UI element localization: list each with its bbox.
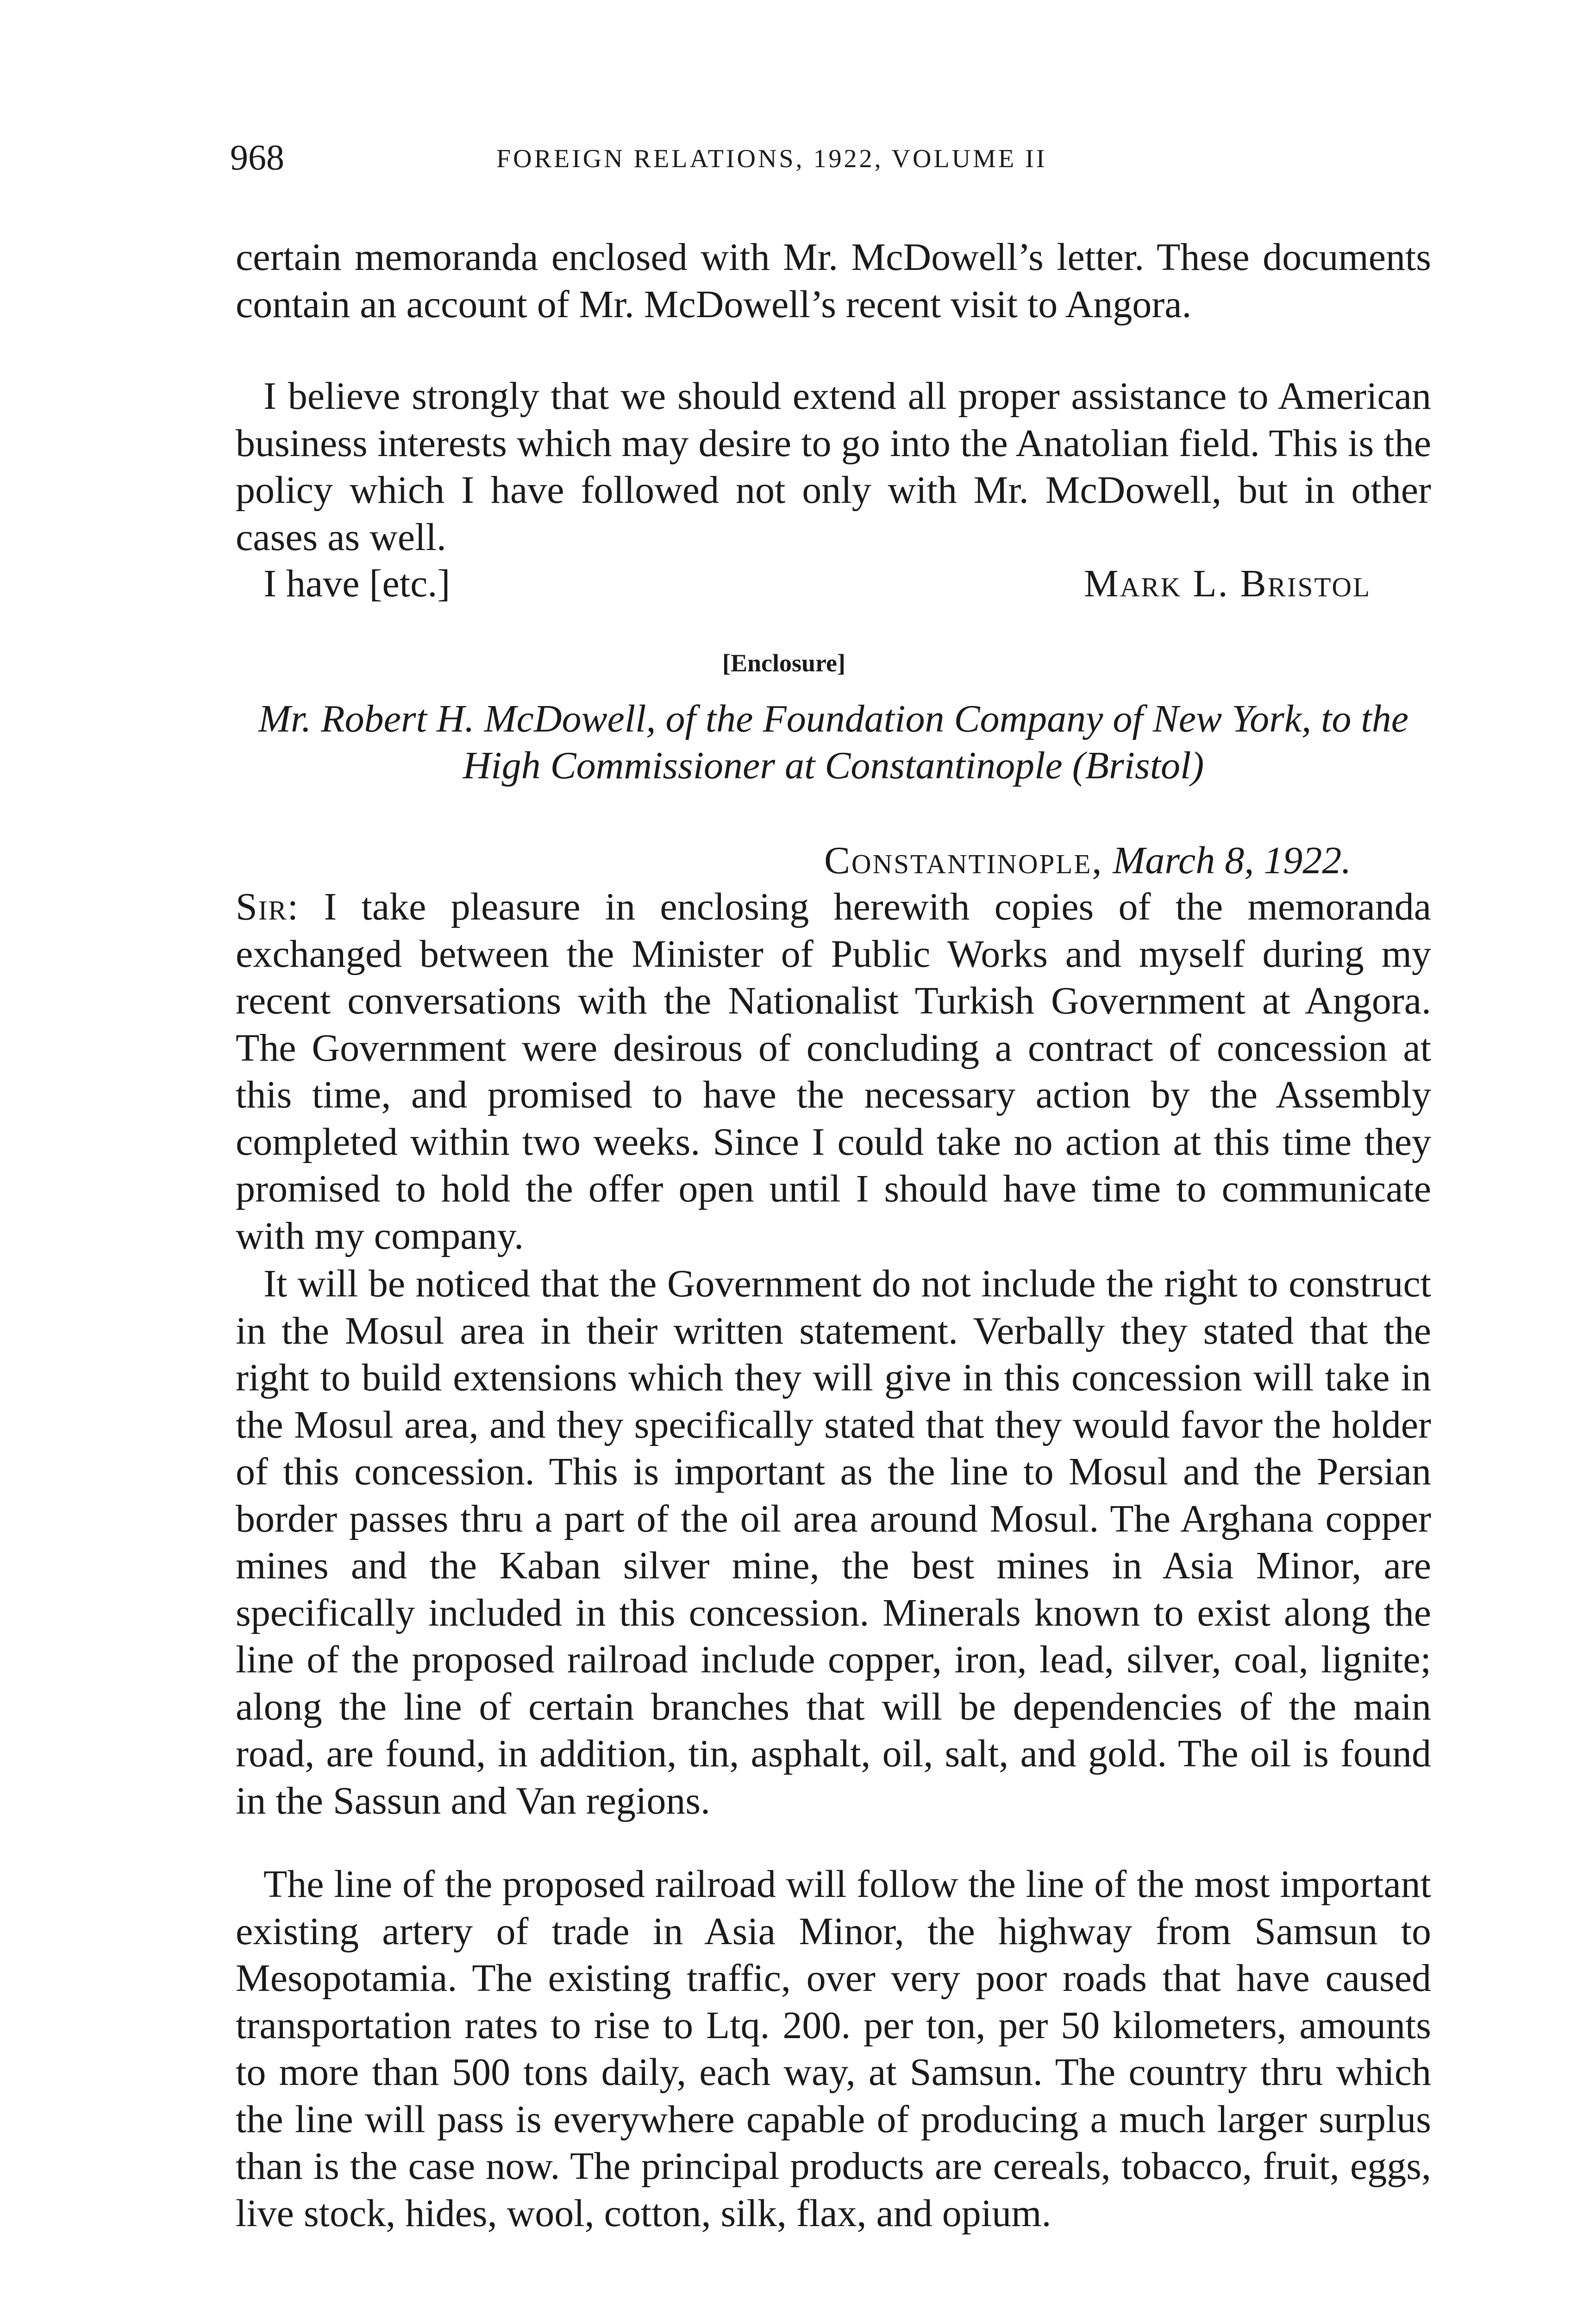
dateline-place: Constantinople, bbox=[824, 839, 1103, 882]
enclosure-paragraph-3 bbox=[236, 1861, 1431, 2237]
enclosure-paragraph-1-text: I take pleasure in enclosing herewith copies of the memoranda exchanged between the Minister of Public Works and myself during my recent conversations with the Nationalist Turkish Government at Angora. The Government were desirous of concluding a contract of concession at this time, and promised to have the necessary action by the Assembly completed within two weeks. Since I could take no action at this time they promised to hold the offer open until I should have time to communicate with my company. bbox=[236, 885, 1432, 1258]
dateline-date: March 8, 1922. bbox=[1113, 839, 1352, 882]
enclosure-title: Mr. Robert H. McDowell, of the Foundation Company of New York, to the High Commissioner at Constantinople (Bristol) bbox=[258, 697, 1409, 787]
enclosure-paragraph-1 bbox=[236, 883, 1431, 1259]
enclosure-label: [Enclosure] bbox=[722, 649, 845, 677]
dateline bbox=[824, 837, 1351, 884]
page-number: 968 bbox=[230, 137, 284, 177]
letter-paragraph-1 bbox=[236, 234, 1431, 328]
letter-paragraph-2-text: I believe strongly that we should extend all proper assistance to American business interests which may desire to go into the Anatolian field. This is the policy which I have followed not only with Mr. McDowell, but in other cases as well. bbox=[236, 375, 1431, 559]
enclosure-paragraph-2 bbox=[236, 1260, 1431, 1824]
page-header bbox=[230, 132, 1434, 183]
salutation: Sir: bbox=[236, 885, 300, 928]
letter-paragraph-1-text: certain memoranda enclosed with Mr. McDowell’s letter. These documents contain an account of Mr. McDowell’s recent visit to Angora. bbox=[236, 236, 1431, 326]
running-head: FOREIGN RELATIONS, 1922, VOLUME II bbox=[496, 144, 1047, 173]
letter-signature: Mark L. Bristol bbox=[1084, 562, 1371, 605]
enclosure-paragraph-2-text: It will be noticed that the Government do not include the right to construct in the Mosul area in their written statement. Verbally they stated that the right to build extensions which they will give in this concession will take in the Mosul area, and they specifically stated that they would favor the holder of this concession. This is important as the line to Mosul and the Persian border passes thru a part of the oil area around Mosul. The Arghana copper mines and the Kaban silver mine, the best mines in Asia Minor, are specifically included in this concession. Minerals known to exist along the line of the proposed railroad include copper, iron, lead, silver, coal, lignite; along the line of certain branches that will be dependencies of the main road, are found, in addition, tin, asphalt, oil, salt, and gold. The oil is found in the Sassun and Van regions. bbox=[236, 1262, 1431, 1822]
enclosure-paragraph-3-text: The line of the proposed railroad will follow the line of the most important existing artery of trade in Asia Minor, the highway from Samsun to Mesopotamia. The existing traffic, over very poor roads that have caused transportation rates to rise to Ltq. 200. per ton, per 50 kilometers, amounts to more than 500 tons daily, each way, at Samsun. The country thru which the line will pass is everywhere capable of producing a much larger surplus than is the case now. The principal products are cereals, tobacco, fruit, eggs, live stock, hides, wool, cotton, silk, flax, and opium. bbox=[236, 1863, 1431, 2235]
letter-closing: I have [etc.] bbox=[263, 562, 451, 605]
letter-paragraph-2 bbox=[236, 373, 1431, 561]
